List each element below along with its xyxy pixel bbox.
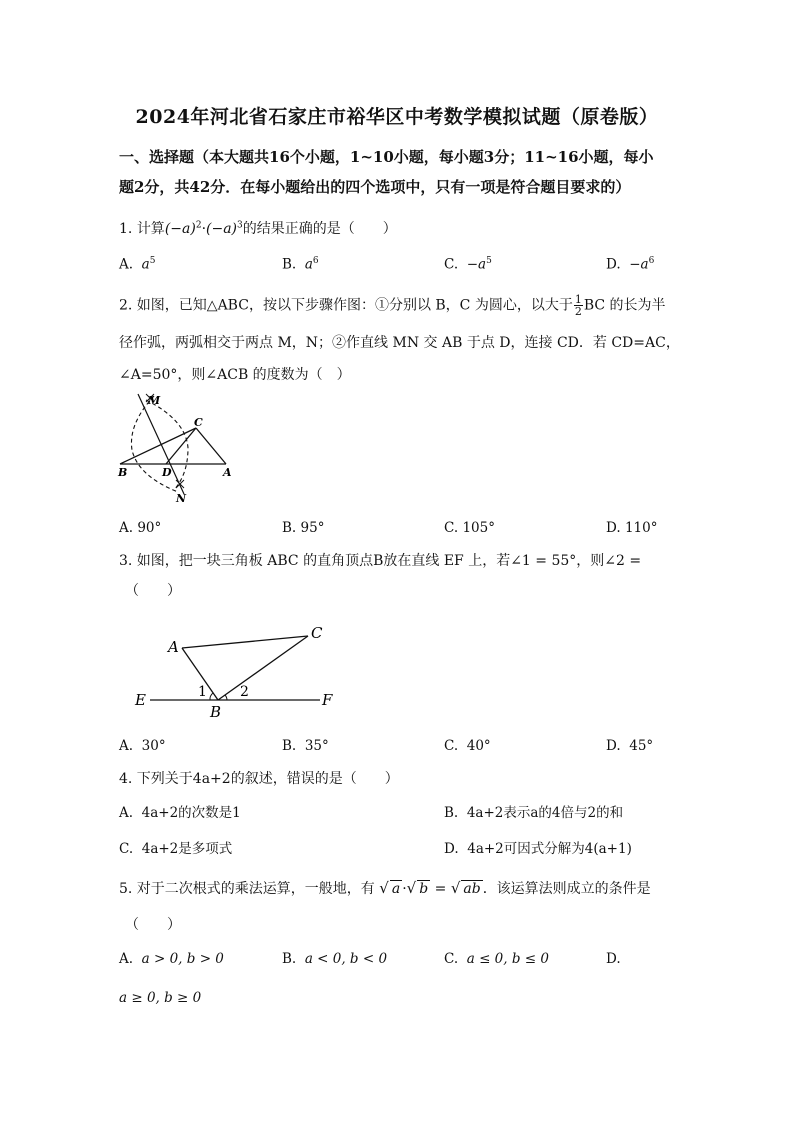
label-angle-2: 2 — [240, 684, 249, 700]
label-d: D — [162, 466, 172, 479]
option-label: D. — [444, 841, 459, 857]
q1-expr-a: (−a) — [164, 221, 196, 237]
option-text: 105° — [462, 520, 495, 536]
q1-option-b[interactable] — [282, 256, 319, 273]
option-label: C. — [444, 520, 459, 536]
question-5-line1 — [119, 878, 651, 898]
option-label: D. — [606, 951, 621, 967]
question-5-line2: （ ） — [125, 917, 181, 933]
option-label: A. — [119, 805, 134, 821]
option-label: A. — [119, 738, 134, 754]
option-label: B. — [444, 805, 459, 821]
frac-numerator: 1 — [574, 293, 582, 306]
q5-option-a[interactable] — [119, 951, 224, 967]
label-a: A — [168, 638, 179, 656]
angle-1-arc — [210, 693, 213, 700]
q3-option-c[interactable] — [444, 738, 491, 754]
q5-option-b[interactable] — [282, 951, 387, 967]
option-label: A. — [119, 256, 134, 273]
q5-dot: · — [402, 881, 407, 897]
q1-exp1: 2 — [195, 220, 202, 231]
option-text: 95° — [300, 520, 325, 536]
option-label: C. — [444, 951, 459, 967]
segment-bc — [218, 636, 308, 700]
q1-pre: 计算 — [136, 221, 165, 237]
question-4: 4. 下列关于4a+2的叙述，错误的是（ ） — [119, 771, 399, 787]
radicand-b: b — [419, 881, 429, 897]
label-b: B — [210, 703, 222, 720]
option-label: D. — [606, 520, 621, 536]
label-n: N — [176, 492, 187, 505]
option-text: 35° — [304, 738, 329, 754]
option-label: A. — [119, 951, 134, 967]
label-c: C — [194, 416, 203, 429]
q1-option-a[interactable] — [119, 256, 155, 273]
option-text: 4a+2表示a的4倍与2的和 — [466, 805, 624, 821]
option-text: 4a+2的次数是1 — [141, 805, 241, 821]
q5-option-d-text[interactable] — [119, 990, 201, 1006]
q1-post: 的结果正确的是（ ） — [242, 221, 397, 237]
section-header-line1: 一、选择题（本大题共16个小题，1~10小题，每小题3分；11~16小题，每小 — [119, 148, 654, 166]
q1-dot: · — [201, 221, 207, 237]
option-label: D. — [606, 738, 621, 754]
q1-option-c[interactable] — [444, 256, 492, 273]
question-3-line2: （ ） — [125, 583, 181, 599]
radicand-a: a — [391, 881, 401, 897]
q2-line1-post: BC 的长为半 — [583, 297, 666, 314]
segment-ca — [196, 428, 226, 464]
label-f: F — [322, 691, 333, 709]
radicand-ab: ab — [463, 881, 481, 897]
question-2-line1 — [119, 294, 666, 317]
q2-option-b[interactable] — [282, 520, 324, 536]
label-e: E — [135, 691, 146, 709]
page-title: 2024年河北省石家庄市裕华区中考数学模拟试题（原卷版） — [135, 106, 659, 128]
q5-equals: = — [434, 881, 447, 897]
option-label: B. — [282, 951, 297, 967]
q2-option-a[interactable] — [119, 520, 161, 536]
angle-2-arc — [225, 695, 227, 700]
option-base: a — [141, 256, 150, 273]
one-half-fraction — [574, 294, 583, 317]
option-base: a — [304, 256, 313, 273]
question-1 — [119, 218, 397, 238]
option-label: A. — [119, 520, 134, 536]
option-text: a ≤ 0, b ≤ 0 — [466, 951, 549, 967]
q2-option-c[interactable] — [444, 520, 495, 536]
option-text: 110° — [624, 520, 658, 536]
q2-line1-pre: 2. 如图，已知△ABC，按以下步骤作图：①分别以 B，C 为圆心，以大于 — [119, 297, 573, 314]
option-label: C. — [444, 256, 459, 273]
sqrt-icon: √ — [450, 879, 461, 897]
segment-cd — [166, 428, 196, 464]
q4-option-b[interactable] — [444, 801, 623, 821]
sqrt-icon: √ — [406, 879, 417, 897]
option-base: −a — [629, 256, 649, 273]
option-text: 4a+2可因式分解为4(a+1) — [467, 841, 632, 857]
option-text: 45° — [629, 738, 654, 754]
q5-option-c[interactable] — [444, 951, 549, 967]
option-label: B. — [282, 520, 297, 536]
q4-option-d[interactable] — [444, 837, 632, 857]
q5-option-d[interactable] — [606, 951, 621, 967]
q1-option-d[interactable] — [606, 256, 654, 273]
q3-option-b[interactable] — [282, 738, 329, 754]
option-exp: 5 — [486, 256, 492, 266]
option-label: C. — [444, 738, 459, 754]
option-label: D. — [606, 256, 621, 273]
option-label: C. — [119, 841, 134, 857]
option-base: −a — [466, 256, 487, 273]
option-text: 4a+2是多项式 — [141, 841, 233, 857]
q1-expr-b: (−a) — [206, 221, 238, 237]
option-text: 30° — [141, 738, 166, 754]
label-a: A — [223, 466, 232, 479]
frac-denominator: 2 — [574, 305, 582, 318]
q3-option-a[interactable] — [119, 738, 166, 754]
question-2-line3: ∠A=50°，则∠ACB 的度数为（ ） — [119, 367, 351, 383]
option-text: 90° — [137, 520, 162, 536]
option-text: 40° — [466, 738, 491, 754]
option-label: B. — [282, 738, 297, 754]
option-text: a < 0, b < 0 — [304, 951, 388, 967]
question-3-line1: 3. 如图，把一块三角板 ABC 的直角顶点B放在直线 EF 上，若∠1 = 55°，则∠2 = — [119, 553, 642, 569]
q2-figure — [116, 390, 242, 506]
segment-ac — [182, 636, 308, 648]
q1-exp2: 3 — [237, 220, 243, 231]
section-header-line2: 题2分，共42分．在每小题给出的四个选项中，只有一项是符合题目要求的） — [119, 178, 631, 196]
q4-option-a[interactable] — [119, 801, 241, 821]
q3-option-d[interactable] — [606, 738, 653, 754]
option-exp: 6 — [312, 256, 319, 266]
question-2-line2: 径作弧，两弧相交于两点 M，N；②作直线 MN 交 AB 于点 D，连接 CD．若 CD=AC， — [119, 335, 680, 351]
q4-option-c[interactable] — [119, 837, 232, 857]
label-c: C — [311, 624, 323, 642]
option-text: a > 0, b > 0 — [141, 951, 224, 967]
label-b: B — [118, 466, 128, 479]
option-label: B. — [282, 256, 297, 273]
sqrt-icon: √ — [379, 879, 389, 897]
q2-option-d[interactable] — [606, 520, 657, 536]
label-angle-1: 1 — [198, 684, 207, 700]
q5-line1-post: ．该运算法则成立的条件是 — [482, 881, 651, 897]
option-exp: 5 — [149, 256, 156, 266]
label-m: M — [148, 394, 161, 407]
option-text: a ≥ 0, b ≥ 0 — [119, 990, 202, 1006]
q1-number: 1. — [119, 221, 133, 237]
option-exp: 6 — [648, 256, 655, 266]
q3-figure — [130, 620, 340, 720]
q5-line1-pre: 5. 对于二次根式的乘法运算，一般地，有 — [119, 881, 375, 897]
